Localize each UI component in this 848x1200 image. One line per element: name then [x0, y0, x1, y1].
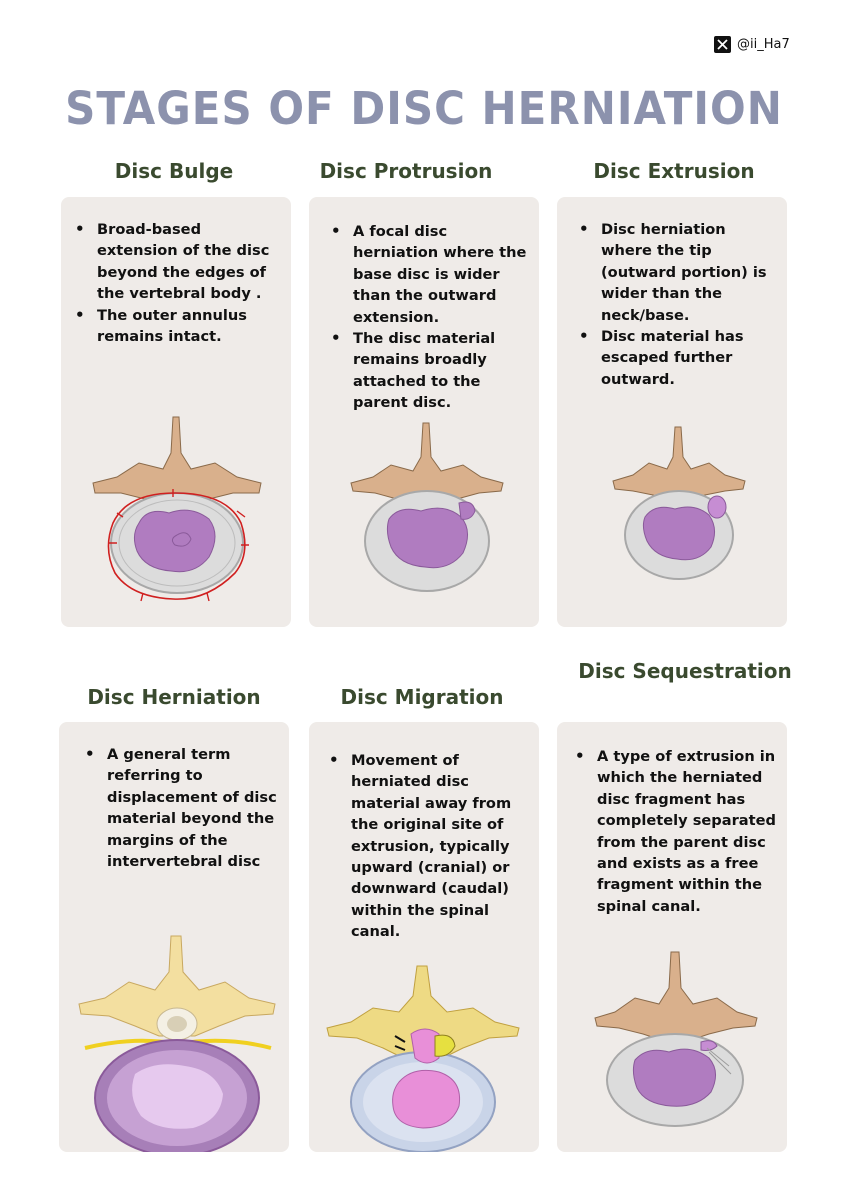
heading-disc-herniation: Disc Herniation — [87, 685, 261, 709]
sequestration-disc-illustration — [591, 948, 761, 1128]
bullet-item: • The disc material remains broadly attached to the parent disc. — [353, 328, 529, 414]
bullet-item: • A focal disc herniation where the base disc is wider than the outward extension. — [353, 221, 529, 328]
card-disc-sequestration — [557, 722, 787, 1152]
heading-disc-bulge: Disc Bulge — [114, 159, 234, 183]
heading-disc-protrusion: Disc Protrusion — [319, 159, 493, 183]
heading-disc-sequestration: Disc Sequestration — [578, 659, 792, 683]
herniation-disc-illustration — [75, 932, 279, 1152]
bullet-item: • Disc material has escaped further outward. — [601, 326, 781, 390]
card-disc-protrusion — [309, 197, 539, 627]
card-disc-bulge — [61, 197, 291, 627]
bullet-list — [597, 746, 781, 917]
heading-disc-extrusion: Disc Extrusion — [593, 159, 755, 183]
page-title: STAGES OF DISC HERNIATION — [65, 82, 783, 135]
bullet-list — [601, 219, 781, 390]
x-logo-icon — [714, 36, 731, 53]
migration-disc-illustration — [323, 962, 523, 1152]
card-disc-herniation — [59, 722, 289, 1152]
bullet-item: • A general term referring to displacement of disc material beyond the margins of the intervertebral disc — [107, 744, 279, 872]
extrusion-disc-illustration — [609, 423, 749, 583]
bullet-item: • Disc herniation where the tip (outward portion) is wider than the neck/base. — [601, 219, 781, 326]
bullet-list — [107, 744, 279, 872]
bullet-item: • Movement of herniated disc material away from the original site of extrusion, typically upward (cranial) or downward (caudal) within the spinal canal. — [351, 750, 529, 943]
bullet-item: • A type of extrusion in which the herniated disc fragment has completely separated from the parent disc and exists as a free fragment within the spinal canal. — [597, 746, 781, 917]
bullet-list — [353, 221, 529, 414]
author-handle[interactable] — [714, 36, 790, 53]
bullet-item: • The outer annulus remains intact. — [97, 305, 277, 348]
bulge-disc-illustration — [87, 413, 267, 603]
bullet-list — [97, 219, 277, 347]
bullet-item: • Broad-based extension of the disc beyond the edges of the vertebral body . — [97, 219, 277, 305]
protrusion-disc-illustration — [347, 419, 507, 599]
handle-text: @ii_Ha7 — [737, 37, 790, 52]
bullet-list — [351, 750, 529, 943]
card-disc-migration — [309, 722, 539, 1152]
heading-disc-migration: Disc Migration — [340, 685, 504, 709]
card-disc-extrusion — [557, 197, 787, 627]
